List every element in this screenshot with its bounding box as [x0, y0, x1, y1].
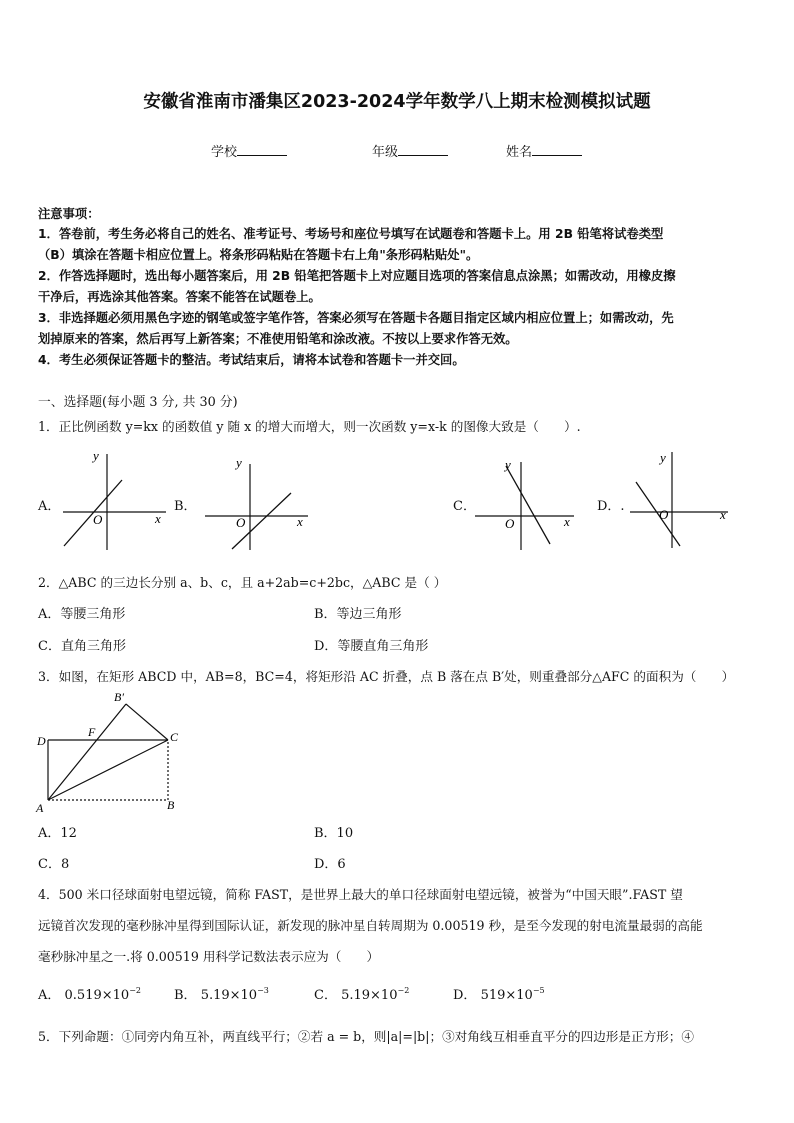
q3-option-b: B．10	[314, 826, 354, 841]
q1-option-c-label: C．	[453, 499, 476, 514]
origin-label: O	[93, 512, 103, 527]
label-b: B	[167, 798, 175, 812]
y-axis-label: y	[93, 450, 99, 463]
origin-label: O	[659, 507, 669, 522]
q3-stem: 3．如图，在矩形 ABCD 中，AB=8，BC=4，将矩形沿 AC 折叠，点 B 落在点 B′处，则重叠部分△AFC 的面积为（ ）	[38, 669, 735, 684]
label-b-prime: B′	[114, 690, 124, 704]
x-axis-label: x	[564, 514, 570, 529]
option-mantissa: 5.19×10	[341, 988, 398, 1003]
q1-graph-b	[200, 450, 310, 555]
page-title: 安徽省淮南市潘集区2023-2024学年数学八上期末检测模拟试题	[143, 92, 651, 112]
q1-option-a-label: A．	[38, 499, 61, 514]
grade-field	[372, 141, 448, 160]
grade-label: 年级	[372, 145, 399, 160]
option-label: C．	[314, 988, 337, 1003]
q1-graph-a	[58, 450, 168, 555]
option-exponent: −2	[397, 986, 410, 995]
notice-line: 4．考生必须保证答题卡的整洁。考试结束后，请将本试卷和答题卡一并交回。	[38, 353, 465, 367]
q2-option-b: B．等边三角形	[314, 607, 402, 622]
school-blank	[237, 143, 287, 156]
option-mantissa: 0.519×10	[64, 988, 130, 1003]
q3-option-d: D．6	[314, 857, 346, 872]
name-blank	[532, 143, 582, 156]
q4-line: 远镜首次发现的毫秒脉冲星得到国际认证，新发现的脉冲星自转周期为 0.00519 秒，是至今发现的射电流量最弱的高能	[38, 918, 703, 933]
label-a: A	[36, 801, 44, 813]
label-c: C	[170, 730, 179, 744]
option-mantissa: 519×10	[480, 988, 533, 1003]
notice-line: 3．非选择题必须用黑色字迹的钢笔或签字笔作答，答案必须写在答题卡各题目指定区域内相应位置上；如需改动，先	[38, 311, 674, 325]
option-label: A．	[38, 988, 61, 1003]
q4-line: 毫秒脉冲星之一.将 0.00519 用科学记数法表示应为（ ）	[38, 949, 380, 964]
q4-line: 4．500 米口径球面射电望远镜，简称 FAST，是世界上最大的单口径球面射电望远镜，被誉为“中国天眼”.FAST 望	[38, 887, 683, 902]
option-label: D．	[453, 988, 477, 1003]
notice-line: 干净后，再选涂其他答案。答案不能答在试题卷上。	[38, 290, 321, 304]
q2-stem: 2．△ABC 的三边长分别 a、b、c，且 a+2ab=c+2bc，△ABC 是（ ）	[38, 575, 447, 590]
q1-stem: 1．正比例函数 y=kx 的函数值 y 随 x 的增大而增大，则一次函数 y=x-k 的图像大致是（ ）.	[38, 419, 581, 434]
q2-option-a: A．等腰三角形	[38, 607, 126, 622]
q1-option-b-label: B．	[174, 499, 197, 514]
option-exponent: −3	[257, 986, 269, 995]
option-mantissa: 5.19×10	[200, 988, 258, 1003]
q3-option-c: C．8	[38, 857, 70, 872]
y-axis-label: y	[660, 450, 666, 465]
name-field	[506, 141, 582, 160]
q1-graph-d	[622, 448, 737, 553]
school-field	[211, 141, 287, 160]
origin-label: O	[236, 515, 246, 530]
q4-option-a	[38, 984, 141, 1003]
origin-label: O	[505, 516, 515, 531]
x-axis-label: x	[720, 507, 726, 522]
name-label: 姓名	[506, 145, 533, 160]
grade-blank	[398, 143, 448, 156]
label-f: F	[88, 725, 96, 739]
option-label: B．	[174, 988, 197, 1003]
x-axis-label: x	[155, 511, 161, 526]
y-axis-label: y	[505, 457, 511, 472]
notice-heading: 注意事项：	[38, 207, 100, 221]
q1-graph-c	[470, 450, 580, 555]
label-d: D	[37, 734, 46, 748]
q2-option-c: C．直角三角形	[38, 639, 126, 654]
notice-line: （B）填涂在答题卡相应位置上。将条形码粘贴在答题卡右上角"条形码粘贴处"。	[38, 248, 479, 262]
notice-line: 1．答卷前，考生务必将自己的姓名、准考证号、考场号和座位号填写在试题卷和答题卡上。用 2B 铅笔将试卷类型	[38, 227, 664, 241]
q3-option-a: A．12	[38, 826, 77, 841]
x-axis-label: x	[297, 514, 303, 529]
q1-option-d-label: D．.	[597, 499, 625, 514]
school-label: 学校	[211, 145, 238, 160]
section-heading: 一、选择题(每小题 3 分, 共 30 分)	[38, 395, 238, 410]
notice-line: 划掉原来的答案，然后再写上新答案；不准使用铅笔和涂改液。不按以上要求作答无效。	[38, 332, 518, 346]
option-exponent: −2	[129, 986, 141, 995]
y-axis-label: y	[236, 455, 242, 470]
q5-stem: 5．下列命题：①同旁内角互补，两直线平行；②若 a = b，则|a|=|b|；③对角线互相垂直平分的四边形是正方形；④	[38, 1029, 694, 1044]
option-exponent: −5	[532, 986, 545, 995]
notice-line: 2．作答选择题时，选出每小题答案后，用 2B 铅笔把答题卡上对应题目选项的答案信息点涂黑；如需改动，用橡皮擦	[38, 269, 676, 283]
q4-option-b	[174, 984, 269, 1003]
q2-option-d: D．等腰直角三角形	[314, 639, 429, 654]
q4-option-c	[314, 984, 409, 1003]
q4-option-d	[453, 984, 545, 1003]
q3-figure	[32, 688, 192, 813]
